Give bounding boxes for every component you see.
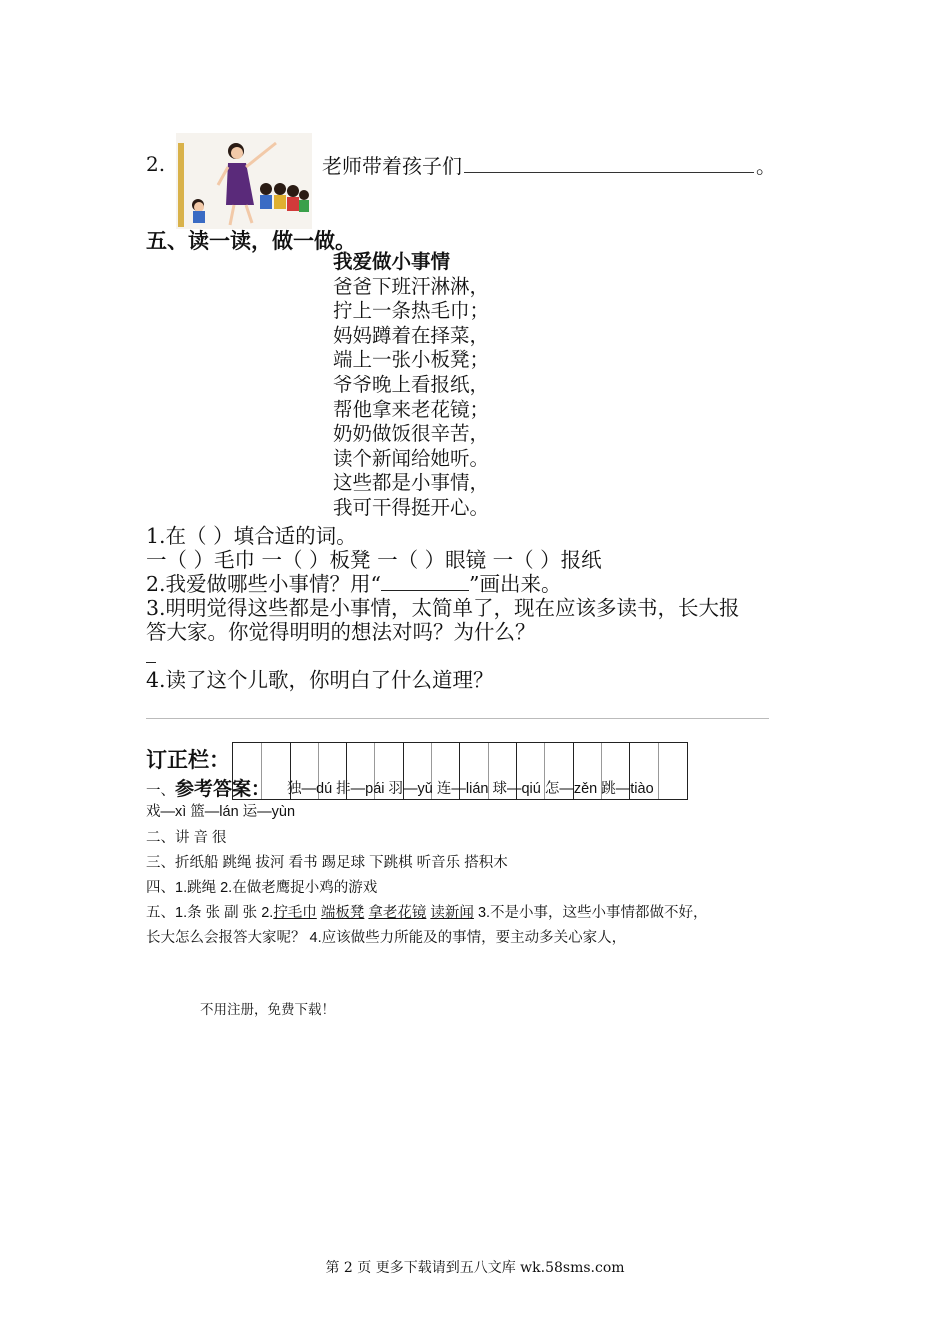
poem-line: 这些都是小事情，	[333, 471, 490, 495]
teacher-children-illustration	[176, 133, 312, 229]
poem-title: 我爱做小事情	[333, 250, 451, 273]
answer-prefix: 一、	[146, 783, 175, 799]
poem-line: 奶奶做饭很辛苦，	[333, 422, 490, 446]
answer-line-4: 三、折纸船 跳绳 拔河 看书 踢足球 下跳棋 听音乐 搭积木	[146, 855, 508, 871]
question-3-line-2: 答大家。你觉得明明的想法对吗？为什么？	[146, 620, 536, 644]
answer-line-1: 独—dú 排—pái 羽—yǔ 连—lián 球—qiú 怎—zěn 跳—tiào	[287, 781, 654, 797]
page-footer: 第 2 页 更多下载请到五八文库 wk.58sms.com	[325, 1260, 625, 1276]
poem-line: 我可干得挺开心。	[333, 495, 490, 519]
answer-line-7: 长大怎么会报答大家呢？ 4.应该做些力所能及的事情，要主动多关心家人，	[146, 930, 627, 946]
poem-line: 妈妈蹲着在择菜，	[333, 323, 490, 347]
underline-sample	[381, 572, 469, 591]
promo-text: 不用注册，免费下载！	[200, 1002, 335, 1018]
poem-line: 端上一张小板凳；	[333, 348, 490, 372]
questions	[146, 524, 740, 692]
answer-heading: 参考答案：	[175, 778, 271, 800]
section-heading: 五、读一读，做一做。	[146, 228, 356, 253]
question-2-end: ”画出来。	[469, 572, 562, 596]
answer-text: 3.不是小事，这些小事情都做不好，	[477, 905, 708, 921]
question-3-line-1: 3.明明觉得这些都是小事情，太简单了，现在应该多读书，长大报	[146, 596, 740, 620]
poem-line: 爸爸下班汗淋淋，	[333, 274, 490, 298]
underlined-answer: 端板凳	[320, 905, 365, 921]
poem-line: 读个新闻给她听。	[333, 446, 490, 470]
sentence-text: 老师带着孩子们	[322, 154, 462, 178]
poem-line: 爷爷晚上看报纸，	[333, 372, 490, 396]
underlined-answer: 拧毛巾	[273, 905, 317, 921]
question-1-items: 一（ ）毛巾 一（ ）板凳 一（ ）眼镜 一（ ）报纸	[146, 548, 602, 572]
fill-blank-sentence	[322, 150, 776, 179]
answer-line[interactable]	[146, 718, 769, 719]
grid-divider	[658, 743, 659, 799]
question-2-text: 2.我爱做哪些小事情？用“	[146, 572, 382, 596]
correction-label: 订正栏：	[146, 747, 230, 772]
poem-line: 拧上一条热毛巾；	[333, 299, 490, 323]
question-1: 1.在（ ）填合适的词。	[146, 524, 357, 548]
question-4: 4.读了这个儿歌，你明白了什么道理？	[146, 668, 494, 692]
answer-line-3: 二、讲 音 很	[146, 830, 227, 846]
answer-line-5: 四、1.跳绳 2.在做老鹰捉小鸡的游戏	[146, 880, 378, 896]
sentence-end: 。	[756, 154, 776, 178]
poem-line: 帮他拿来老花镜；	[333, 397, 490, 421]
underlined-answer: 拿老花镜	[368, 905, 427, 921]
poem	[333, 250, 489, 521]
answer-blank[interactable]	[464, 152, 754, 173]
underlined-answer: 读新闻	[430, 905, 474, 921]
question-2	[146, 572, 740, 596]
answer-line-6	[146, 901, 708, 922]
answer-text: 五、1.条 张 副 张 2.	[146, 905, 274, 921]
answer-line[interactable]	[146, 644, 740, 668]
answer-line-2: 戏—xì 篮—lán 运—yùn	[146, 804, 296, 820]
question-number: 2.	[146, 152, 166, 176]
answer-heading-line	[146, 774, 270, 801]
